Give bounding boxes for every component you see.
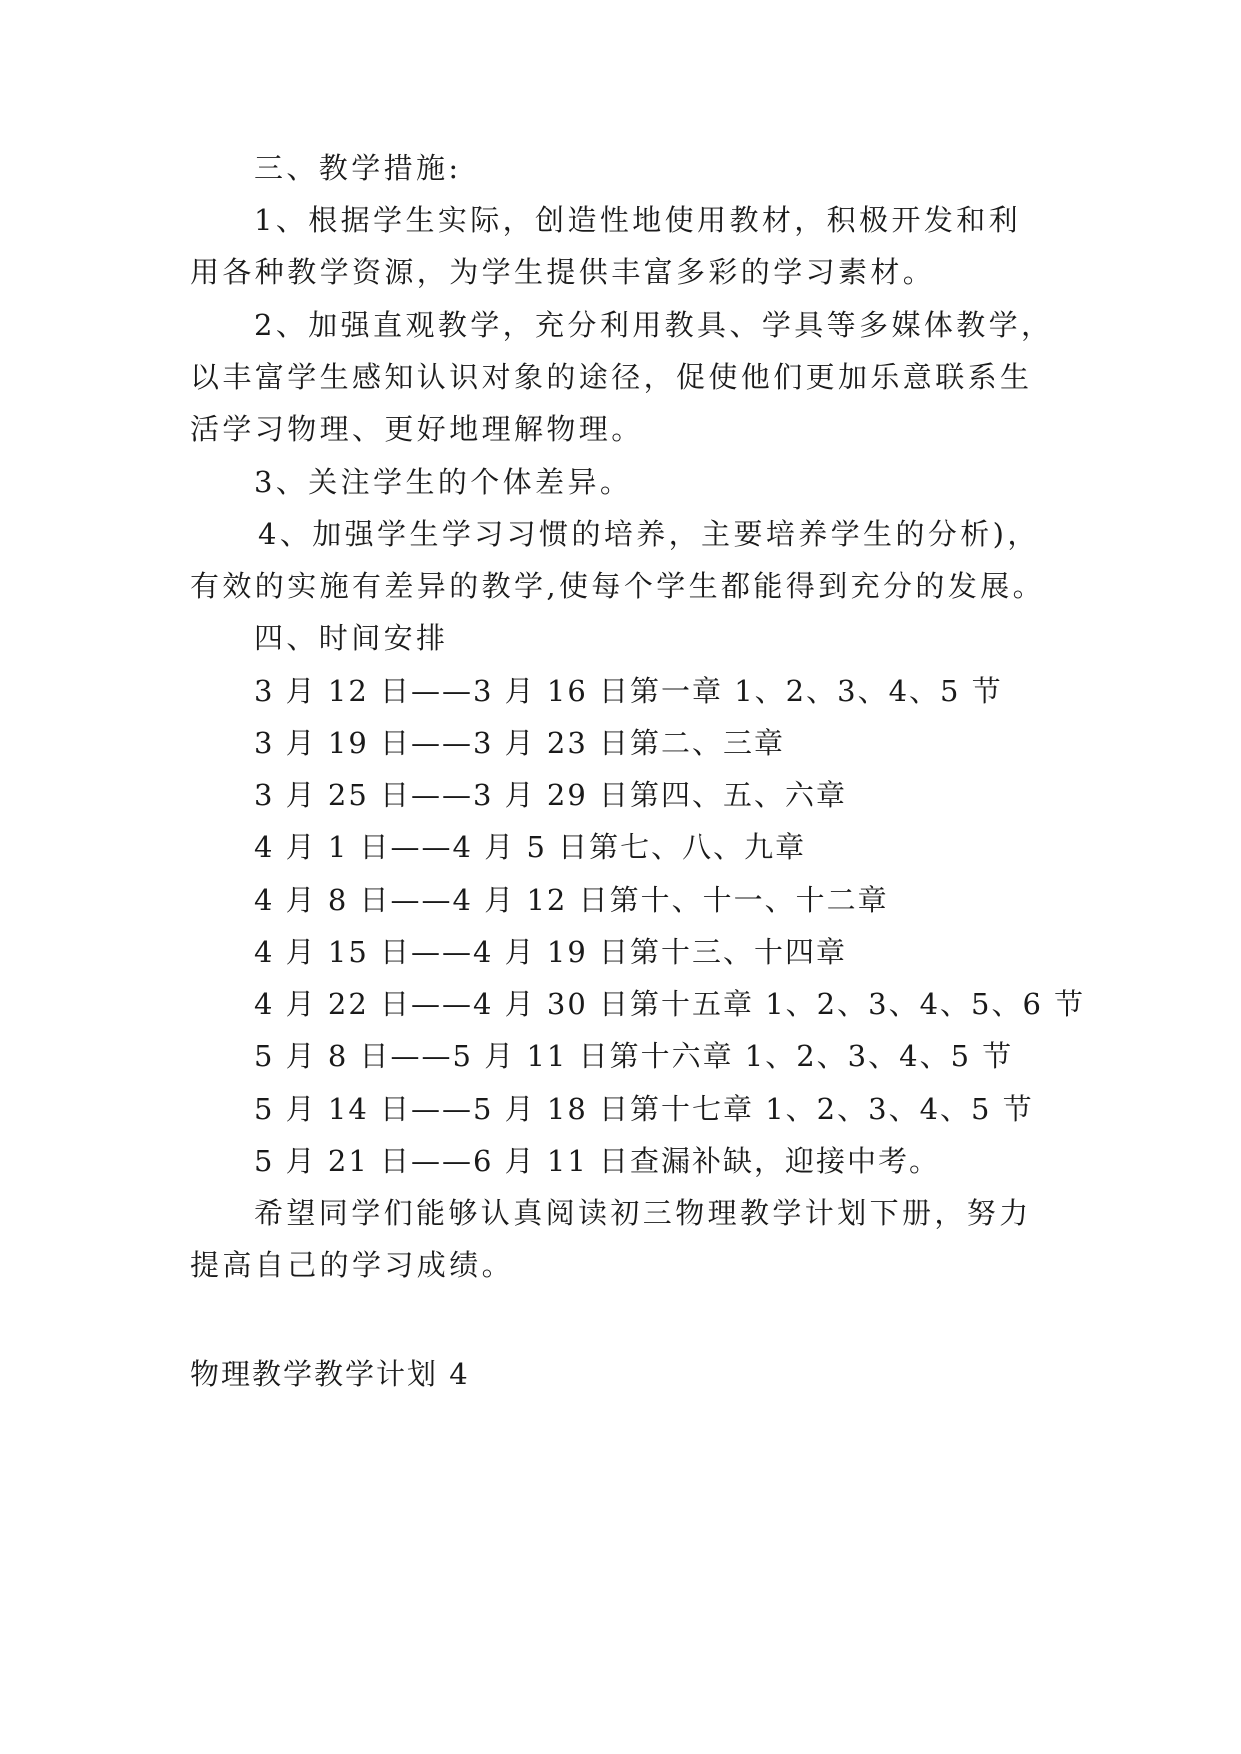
schedule-item: 5 月 14 日——5 月 18 日第十七章 1、2、3、4、5 节: [254, 1092, 1034, 1126]
item2-line2: 以丰富学生感知认识对象的途径，促使他们更加乐意联系生: [190, 360, 1033, 394]
item2-line3: 活学习物理、更好地理解物理。: [190, 412, 644, 446]
item3: 3、关注学生的个体差异。: [254, 465, 633, 499]
schedule-item: 3 月 12 日——3 月 16 日第一章 1、2、3、4、5 节: [254, 674, 1003, 708]
item4-line1: 4、加强学生学习习惯的培养，主要培养学生的分析)，: [258, 517, 1040, 551]
schedule-item: 5 月 8 日——5 月 11 日第十六章 1、2、3、4、5 节: [254, 1039, 1014, 1073]
item4-line2: 有效的实施有差异的教学,使每个学生都能得到充分的发展。: [190, 569, 1046, 603]
schedule-item: 5 月 21 日——6 月 11 日查漏补缺，迎接中考。: [254, 1144, 941, 1178]
schedule-item: 4 月 22 日——4 月 30 日第十五章 1、2、3、4、5、6 节: [254, 987, 1086, 1021]
item1-line2: 用各种教学资源，为学生提供丰富多彩的学习素材。: [190, 255, 936, 289]
schedule-item: 4 月 8 日——4 月 12 日第十、十一、十二章: [254, 883, 889, 917]
schedule-item: 4 月 15 日——4 月 19 日第十三、十四章: [254, 935, 848, 969]
item2-line1: 2、加强直观教学，充分利用教具、学具等多媒体教学，: [254, 308, 1054, 342]
section4-heading: 四、时间安排: [254, 621, 449, 655]
schedule-item: 3 月 19 日——3 月 23 日第二、三章: [254, 726, 786, 760]
closing-line2: 提高自己的学习成绩。: [190, 1248, 515, 1282]
closing-line1: 希望同学们能够认真阅读初三物理教学计划下册，努力: [254, 1196, 1032, 1230]
section3-heading: 三、教学措施:: [254, 151, 462, 185]
schedule-item: 4 月 1 日——4 月 5 日第七、八、九章: [254, 830, 807, 864]
next-section-title: 物理教学教学计划 4: [190, 1357, 470, 1391]
item1-line1: 1、根据学生实际，创造性地使用教材，积极开发和利: [254, 203, 1022, 237]
schedule-item: 3 月 25 日——3 月 29 日第四、五、六章: [254, 778, 848, 812]
